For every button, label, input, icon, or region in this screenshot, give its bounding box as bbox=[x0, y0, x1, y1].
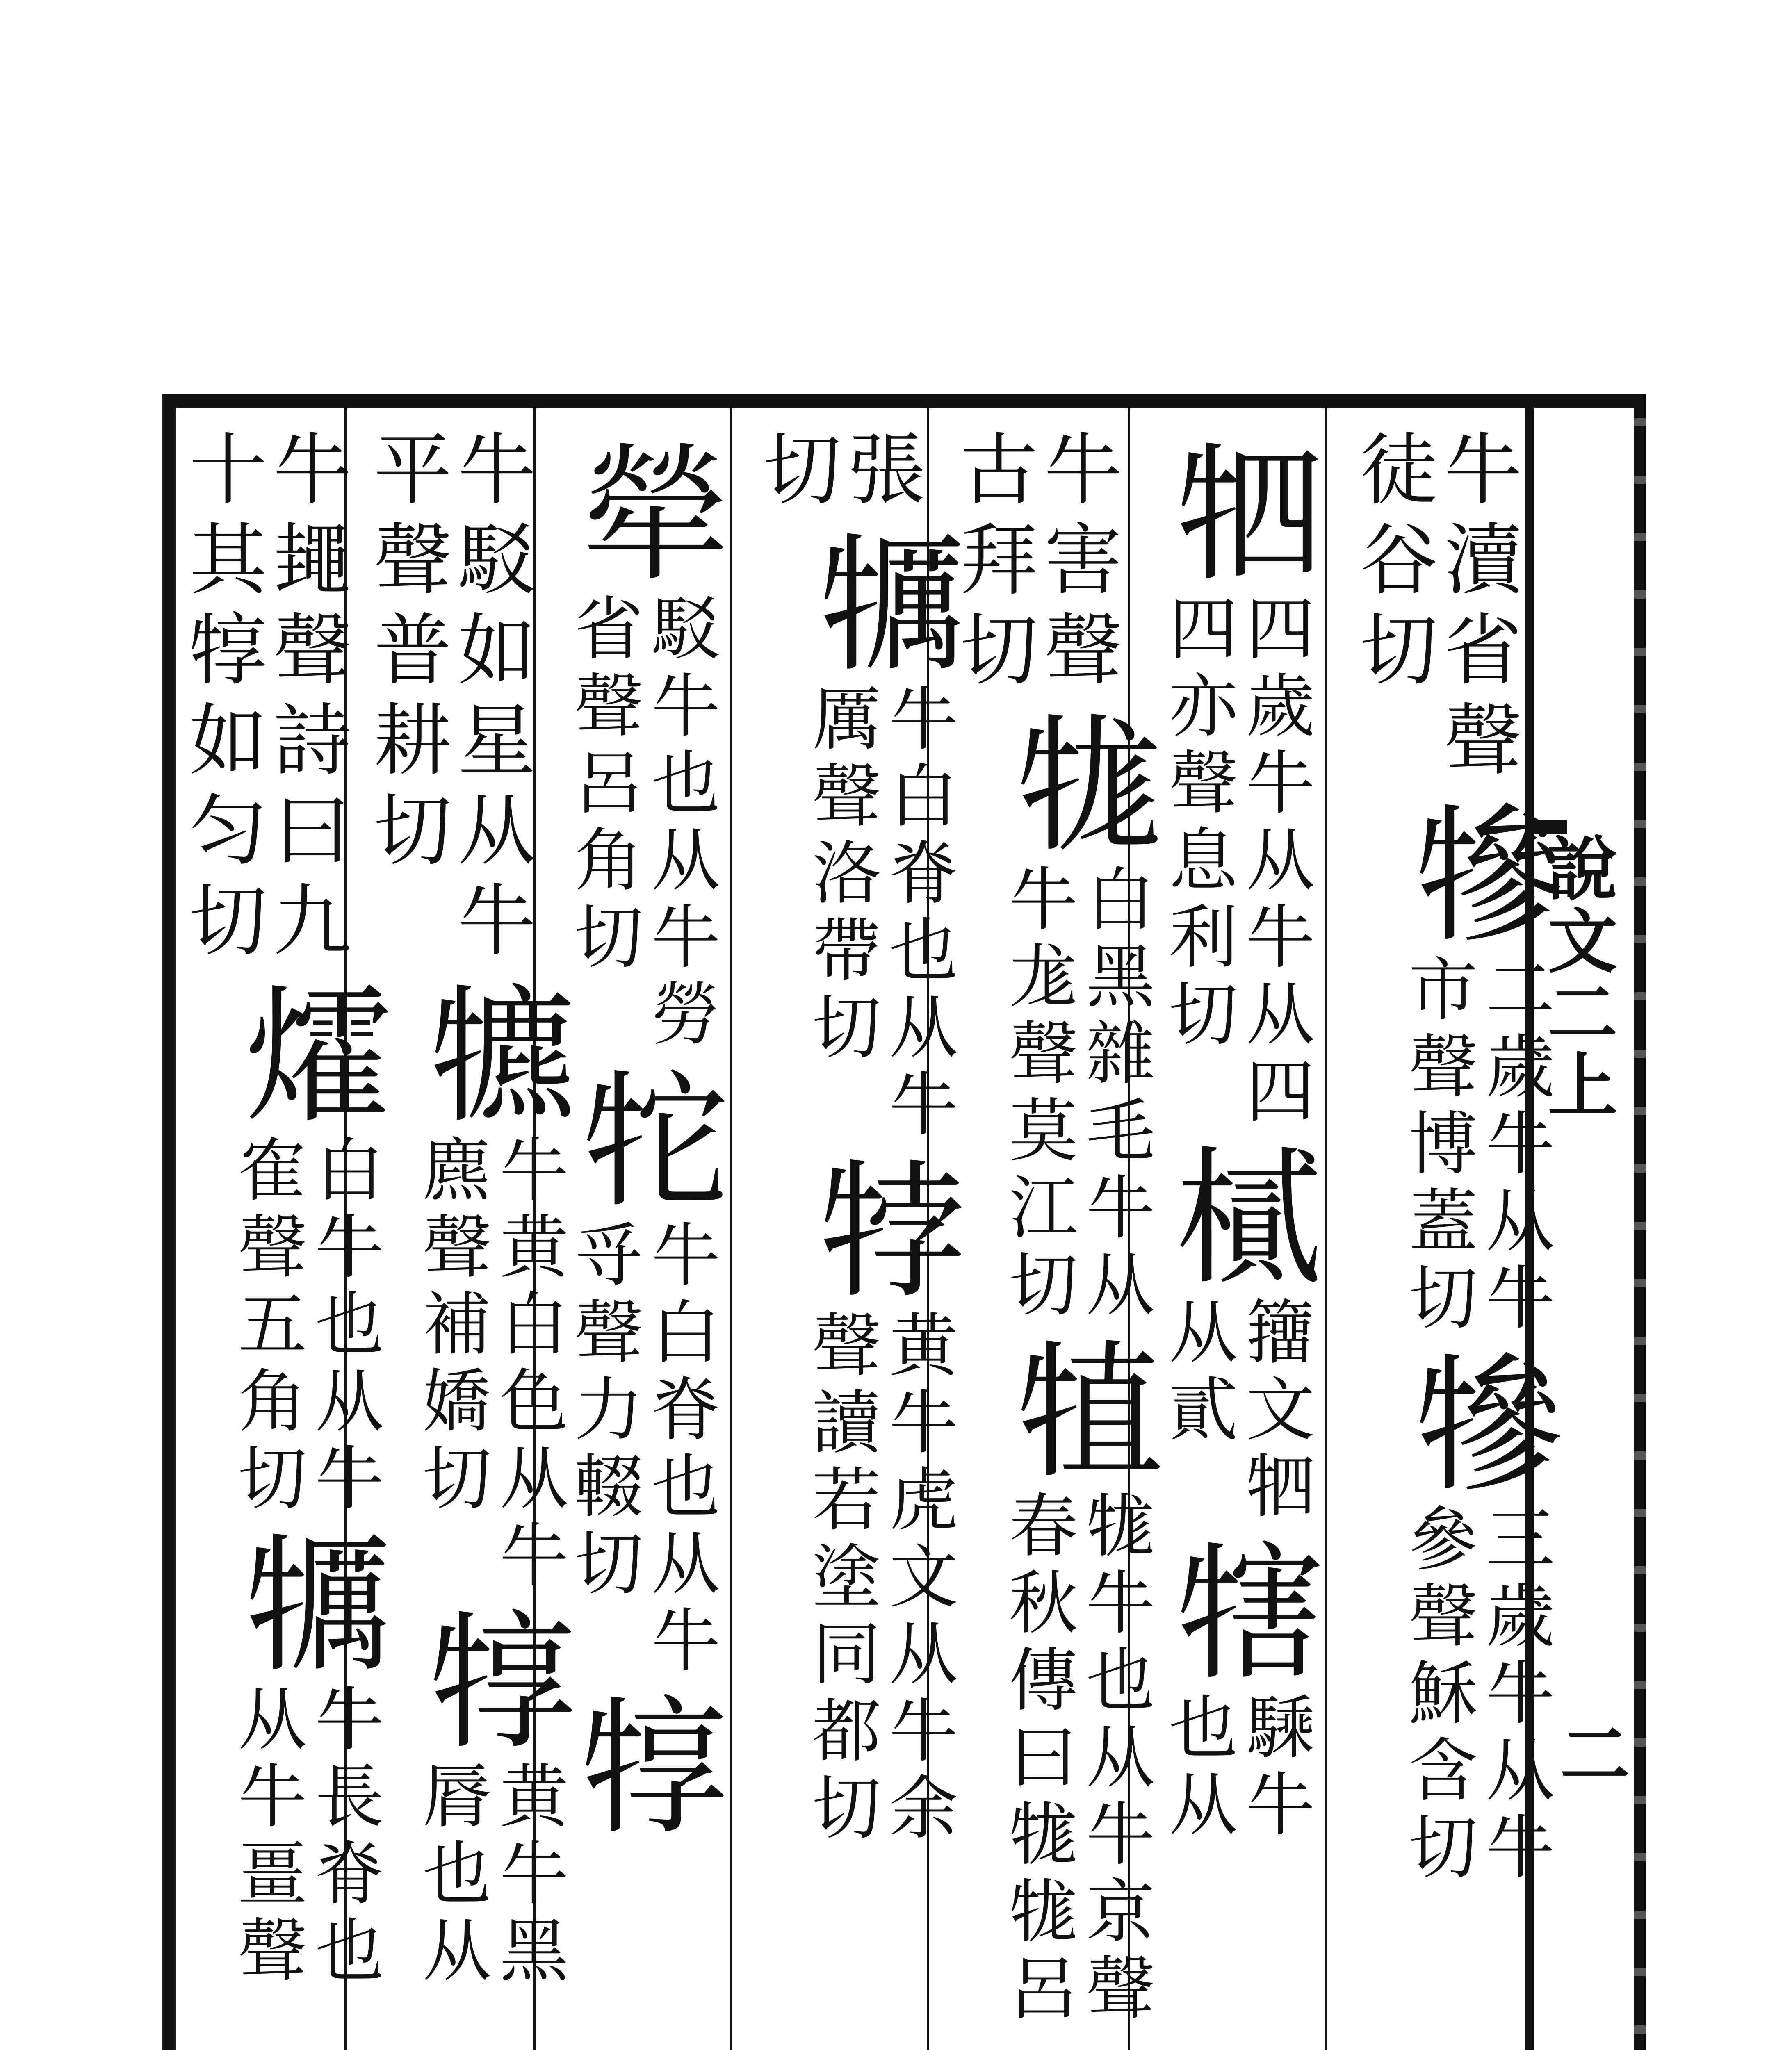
commentary-left: 厲聲洛帶切 bbox=[801, 683, 881, 1068]
seal-script-character: 樲 bbox=[1151, 1140, 1322, 1288]
seal-script-character: 犡 bbox=[794, 527, 966, 674]
commentary-left: 牛尨聲莫江切 bbox=[998, 863, 1078, 1326]
worn-page-edge bbox=[1634, 394, 1646, 2050]
seal-script-character: 犗 bbox=[1151, 1535, 1322, 1683]
commentary-left: 市聲博蓋切 bbox=[1398, 953, 1478, 1339]
commentary-right: 牛黄白色从牛 bbox=[488, 1134, 569, 1596]
main-text: 牛害聲 bbox=[1031, 428, 1122, 699]
main-text: 牛瀆省聲 bbox=[1431, 428, 1522, 789]
text-column-continuation bbox=[1347, 428, 1437, 2050]
main-text: 徒谷切 bbox=[1347, 428, 1438, 699]
commentary-right: 黄牛黑 bbox=[488, 1760, 569, 1991]
commentary-left: 四亦聲息利切 bbox=[1158, 592, 1238, 1055]
commentary-pair bbox=[1158, 1691, 1315, 1845]
commentary-left: 从牛畺聲 bbox=[227, 1683, 307, 1991]
commentary-right: 白黑雜毛牛从 bbox=[1075, 863, 1155, 1326]
text-column bbox=[794, 428, 966, 2050]
commentary-right: 牛長脊也 bbox=[304, 1683, 384, 1991]
seal-script-character: 犥 bbox=[404, 978, 576, 1125]
commentary-left: 从貳 bbox=[1158, 1296, 1238, 1450]
commentary-pair bbox=[563, 592, 720, 1055]
column-divider bbox=[730, 408, 732, 2050]
commentary-right: 騬牛 bbox=[1235, 1691, 1315, 1845]
commentary-left: 寽聲力輟切 bbox=[563, 1219, 643, 1604]
commentary-left: 也从 bbox=[1158, 1691, 1238, 1845]
seal-script-character: 犆 bbox=[991, 1334, 1163, 1481]
commentary-right: 三歲牛从牛 bbox=[1475, 1503, 1555, 1888]
commentary-left: 脣也从 bbox=[411, 1760, 492, 1991]
commentary-right: 牻牛也从牛京聲 bbox=[1075, 1490, 1155, 2029]
commentary-right: 駁牛也从牛勞 bbox=[640, 592, 720, 1055]
main-text: 十其犉如匀切 bbox=[176, 428, 267, 970]
commentary-right: 四歲牛从牛从四 bbox=[1235, 592, 1315, 1132]
seal-script-character: 犉 bbox=[556, 1690, 728, 1837]
commentary-pair bbox=[1158, 592, 1315, 1132]
seal-script-character: 犖 bbox=[556, 437, 728, 584]
seal-script-character: 犉 bbox=[404, 1604, 576, 1752]
commentary-left: 聲讀若塗同都切 bbox=[801, 1309, 881, 1849]
commentary-left: 麃聲補嬌切 bbox=[411, 1134, 492, 1519]
text-column bbox=[554, 428, 730, 2050]
margin-page-number: 二 bbox=[1548, 1718, 1630, 1788]
seal-script-character: 牻 bbox=[991, 707, 1163, 855]
commentary-left: 春秋傳曰牻牻呂 bbox=[998, 1490, 1078, 2029]
seal-script-character: 㹀 bbox=[794, 1153, 966, 1301]
main-text: 張 bbox=[834, 428, 925, 519]
seal-script-character: 牭 bbox=[1151, 437, 1322, 584]
commentary-right: 牛白脊也从牛 bbox=[640, 1219, 720, 1681]
commentary-pair bbox=[563, 1219, 720, 1681]
margin-title: 說文二上 bbox=[1536, 832, 1618, 1121]
commentary-right: 黄牛虎文从牛余 bbox=[878, 1309, 958, 1849]
seal-script-character: 犙 bbox=[1391, 797, 1562, 945]
text-column-continuation bbox=[176, 428, 267, 2050]
commentary-left: 參聲穌含切 bbox=[1398, 1503, 1478, 1888]
commentary-left: 隺聲五角切 bbox=[227, 1134, 307, 1519]
main-text: 古拜切 bbox=[947, 428, 1038, 699]
main-text: 切 bbox=[750, 428, 841, 519]
column-divider bbox=[1325, 408, 1327, 2050]
main-text: 牛駁如星从牛 bbox=[445, 428, 536, 970]
main-text: 平聲普耕切 bbox=[361, 428, 451, 879]
seal-script-character: 㸌 bbox=[220, 978, 392, 1125]
text-column bbox=[1148, 428, 1325, 2050]
seal-script-character: 犙 bbox=[1391, 1347, 1562, 1494]
text-column-continuation bbox=[750, 428, 841, 2050]
commentary-right: 二歲牛从牛 bbox=[1475, 953, 1555, 1339]
seal-script-character: 犡 bbox=[220, 1527, 392, 1675]
commentary-right: 白牛也从牛 bbox=[304, 1134, 384, 1519]
commentary-left: 省聲呂角切 bbox=[563, 592, 643, 978]
commentary-right: 牛白脊也从牛 bbox=[878, 683, 958, 1145]
seal-script-character: 㸰 bbox=[556, 1063, 728, 1211]
commentary-right: 籒文牭 bbox=[1235, 1296, 1315, 1527]
commentary-pair bbox=[1158, 1296, 1315, 1527]
main-text: 牛䵷聲詩曰九 bbox=[260, 428, 351, 970]
